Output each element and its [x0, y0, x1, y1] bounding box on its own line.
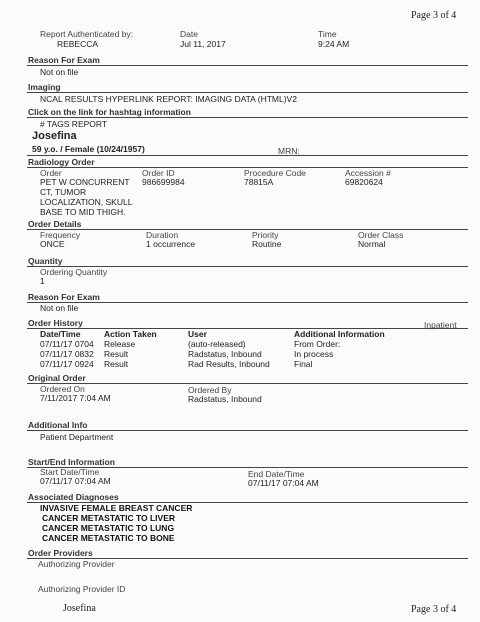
ordering-quantity-value: 1	[40, 276, 45, 286]
history-header-datetime: Date/Time	[40, 329, 81, 339]
procedure-code-value: 78815A	[244, 177, 274, 187]
order-id-value: 986699984	[142, 177, 185, 187]
auth-time-value: 9:24 AM	[318, 39, 350, 49]
frequency-label: Frequency	[40, 230, 81, 240]
history-cell: Rad Results, Inbound	[188, 359, 270, 369]
diagnosis-item: CANCER METASTATIC TO LUNG	[42, 523, 175, 533]
page-label-top: Page 3 of 4	[411, 10, 457, 21]
divider	[27, 328, 468, 329]
order-class-value: Normal	[358, 239, 386, 249]
imaging-link[interactable]: NCAL RESULTS HYPERLINK REPORT: IMAGING DATA (HTML)V2	[40, 94, 297, 104]
history-header-user: User	[188, 329, 207, 339]
frequency-value: ONCE	[40, 239, 65, 249]
order-line: LOCALIZATION, SKULL	[40, 197, 133, 207]
duration-value: 1 occurrence	[146, 239, 196, 249]
auth-time-label: Time	[318, 29, 337, 39]
start-value: 07/11/17 07:04 AM	[40, 476, 111, 486]
divider	[27, 302, 468, 303]
ordered-by-value: Radstatus, Inbound	[188, 394, 262, 404]
order-history-title: Order History	[28, 318, 83, 328]
history-header-action: Action Taken	[104, 329, 157, 339]
additional-info-value: Patient Department	[40, 432, 114, 442]
accession-value: 69820624	[345, 177, 383, 187]
ordered-on-value: 7/11/2017 7:04 AM	[40, 393, 111, 403]
divider	[27, 155, 468, 156]
history-cell: 07/11/17 0832	[40, 349, 94, 359]
start-label: Start Date/Time	[40, 467, 100, 477]
divider	[27, 92, 468, 93]
additional-info-title: Additional Info	[28, 420, 88, 430]
procedure-code-label: Procedure Code	[244, 168, 306, 178]
history-cell: 07/11/17 0924	[40, 359, 94, 369]
history-cell: In process	[294, 349, 334, 359]
start-end-title: Start/End Information	[28, 457, 115, 467]
order-label: Order	[40, 168, 62, 178]
inpatient-badge: Inpatient	[424, 320, 457, 330]
tags-report-link[interactable]: # TAGS REPORT	[40, 119, 108, 129]
authorizing-provider-label: Authorizing Provider	[38, 559, 115, 569]
end-label: End Date/Time	[248, 469, 305, 479]
history-cell: Radstatus, Inbound	[188, 349, 262, 359]
original-order-title: Original Order	[28, 373, 86, 383]
history-cell: Result	[104, 359, 129, 369]
history-cell: 07/11/17 0704	[40, 339, 94, 349]
auth-date-value: Jul 11, 2017	[180, 39, 226, 49]
reason-exam-title: Reason For Exam	[28, 55, 100, 65]
history-header-additional: Additional Information	[294, 329, 385, 339]
history-cell: Final	[294, 359, 313, 369]
diagnosis-item: INVASIVE FEMALE BREAST CANCER	[40, 503, 193, 513]
priority-value: Routine	[252, 239, 282, 249]
accession-label: Accession #	[345, 168, 391, 178]
authorizing-provider-id-label: Authorizing Provider ID	[38, 584, 126, 594]
footer-patient-name: Josefina	[63, 603, 96, 614]
history-cell: (auto-released)	[188, 339, 246, 349]
mrn-label: MRN:	[278, 146, 300, 156]
diagnoses-title: Associated Diagnoses	[28, 492, 119, 502]
order-line: CT, TUMOR	[40, 187, 87, 197]
imaging-title: Imaging	[28, 82, 61, 92]
ordered-by-label: Ordered By	[188, 385, 232, 395]
history-cell: Result	[104, 349, 129, 359]
order-providers-title: Order Providers	[28, 548, 93, 558]
order-id-label: Order ID	[142, 168, 175, 178]
diagnosis-item: CANCER METASTATIC TO BONE	[42, 533, 175, 543]
order-line: PET W CONCURRENT	[40, 177, 130, 187]
ordered-on-label: Ordered On	[40, 384, 85, 394]
radiology-title: Radiology Order	[28, 157, 95, 167]
hashtag-title: Click on the link for hashtag information	[28, 107, 191, 117]
diagnosis-item: CANCER METASTATIC TO LIVER	[42, 513, 176, 523]
history-cell: Release	[104, 339, 136, 349]
reason-exam-value: Not on file	[40, 67, 79, 77]
priority-label: Priority	[252, 230, 279, 240]
divider	[27, 430, 468, 431]
ordering-quantity-label: Ordering Quantity	[40, 267, 108, 277]
divider	[27, 65, 468, 66]
auth-value: REBECCA	[57, 39, 99, 49]
reason-exam-title-2: Reason For Exam	[28, 292, 100, 302]
duration-label: Duration	[146, 230, 179, 240]
history-cell: From Order:	[294, 339, 341, 349]
patient-age-sex: 59 y.o. / Female (10/24/1957)	[32, 144, 145, 154]
footer-page-label: Page 3 of 4	[411, 604, 457, 615]
order-line: BASE TO MID THIGH.	[40, 207, 126, 217]
divider	[27, 383, 468, 384]
patient-name: Josefina	[32, 130, 77, 142]
quantity-title: Quantity	[28, 256, 63, 266]
auth-date-label: Date	[180, 29, 198, 39]
order-name	[40, 177, 132, 217]
order-details-title: Order Details	[28, 219, 82, 229]
divider	[27, 117, 468, 118]
order-class-label: Order Class	[358, 230, 404, 240]
auth-label: Report Authenticated by:	[40, 29, 134, 39]
end-value: 07/11/17 07:04 AM	[248, 478, 319, 488]
reason-exam-value-2: Not on file	[40, 303, 79, 313]
